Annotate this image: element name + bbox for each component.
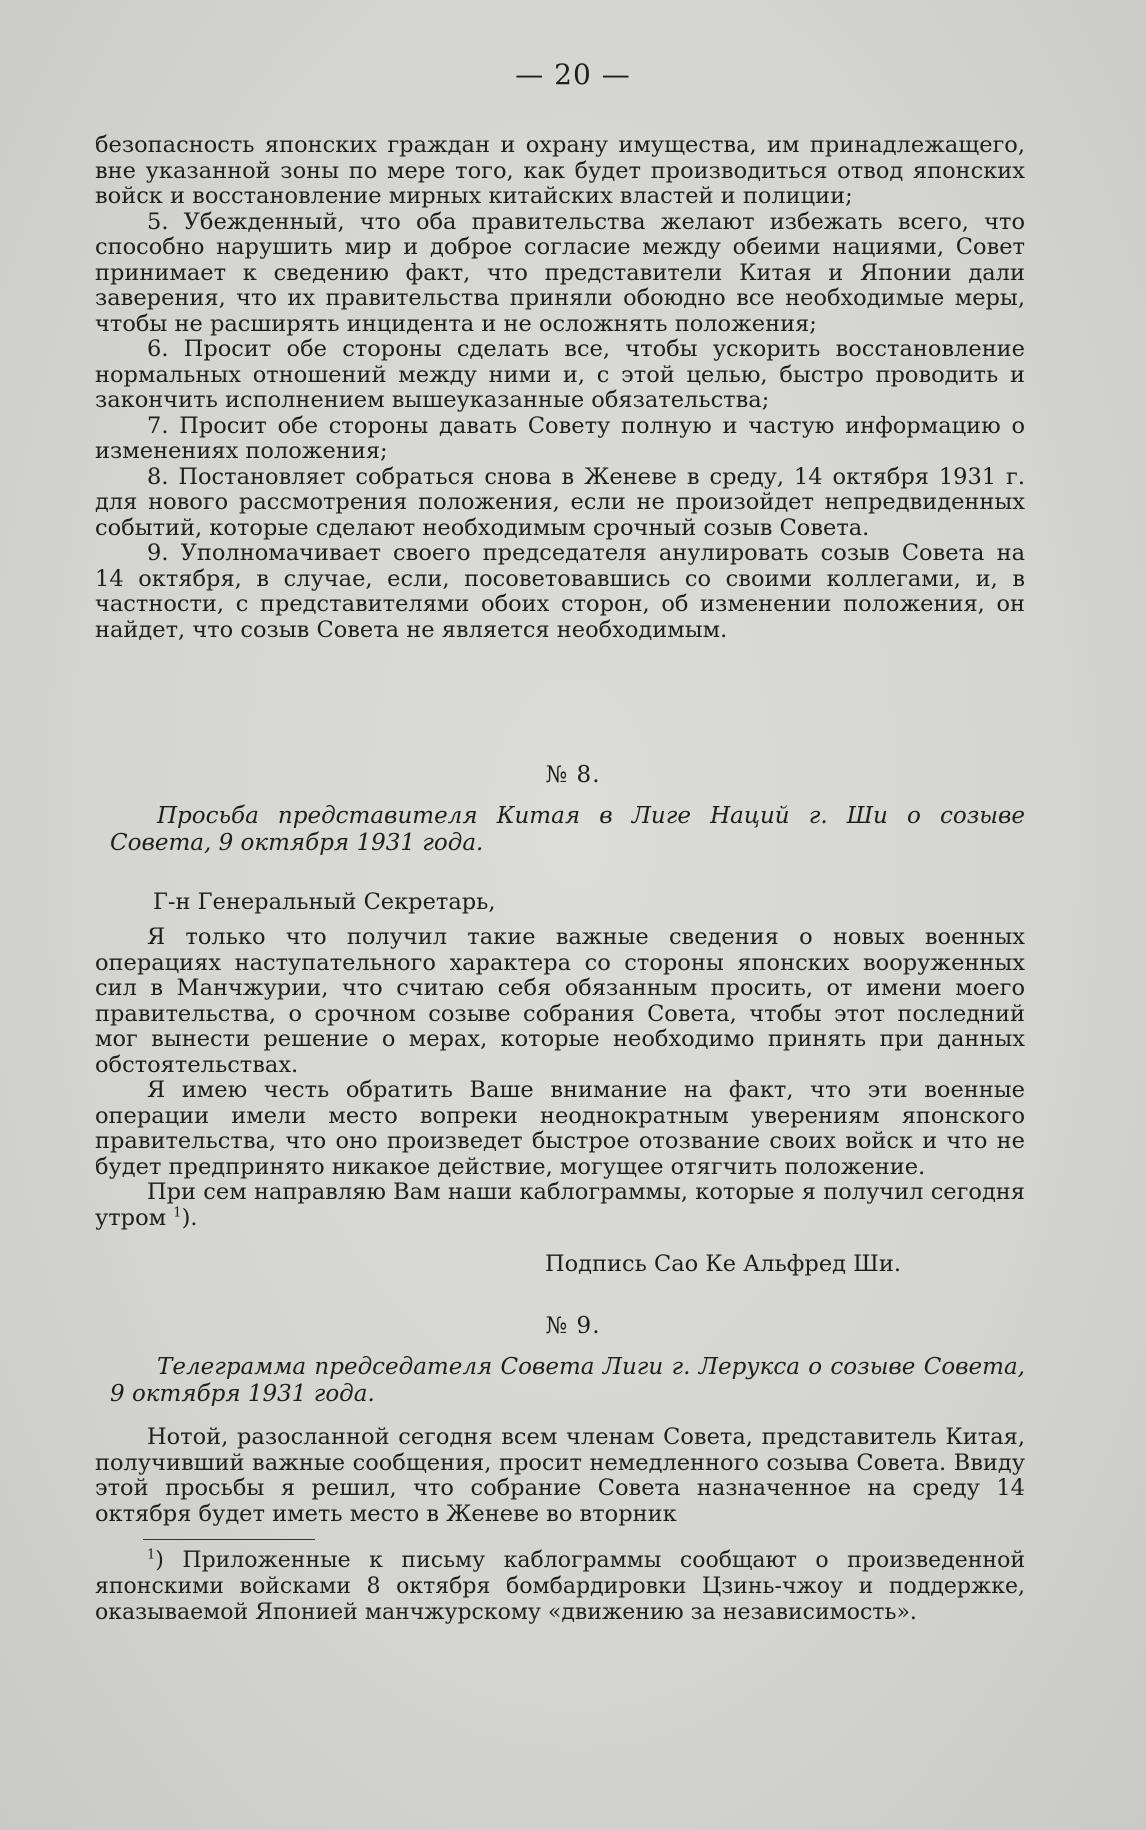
resolution-paragraph-9: 9. Уполномачивает своего председателя анулировать созыв Совета на 14 октября, в случае, если, посоветовавшись со своими коллегами, и, в частности, с представителями обоих сторон, об изменении положения, он найдет, что созыв Совета не является необходимым. <box>95 540 1025 643</box>
salutation: Г-н Генеральный Секретарь, <box>153 889 496 915</box>
document-8-paragraph-2: Я имею честь обратить Ваше внимание на факт, что эти военные операции имели место вопреки неоднократным уверениям японского правительства, что оно произведет быстрое отозвание своих войск и что не будет предпринято никакое действие, могущее отягчить положение. <box>95 1077 1025 1180</box>
page-number: — 20 — <box>515 58 631 91</box>
footnote-reference: 1 <box>173 1205 182 1220</box>
document-9-paragraph-1: Нотой, разосланной сегодня всем членам Совета, представитель Китая, получивший важные сообщения, просит немедленного созыва Совета. Ввиду этой просьбы я решил, что собрание Совета назначенное на среду 14 октября будет иметь место в Женеве во вторник <box>95 1424 1025 1527</box>
resolution-paragraph-4-end: безопасность японских граждан и охрану имущества, им принадлежащего, вне указанной зоны по мере того, как будет производиться отвод японских войск и восстановление мирных китайских властей и полиции; <box>95 132 1025 209</box>
footnote-text: ) Приложенные к письму каблограммы сообщают о произведенной японскими войсками 8 октября бомбардировки Цзинь-чжоу и поддержке, оказываемой Японией манчжурскому «движению за независимость». <box>95 1548 1025 1625</box>
document-8-body <box>95 925 1025 1231</box>
footnote-mark: 1 <box>147 1547 156 1563</box>
footnote <box>95 1548 1025 1626</box>
resolution-paragraph-6: 6. Просит обе стороны сделать все, чтобы ускорить восстановление нормальных отношений между ними и, с этой целью, быстро проводить и закончить исполнением вышеуказанные обязательства; <box>95 336 1025 413</box>
footnote-divider <box>143 1539 315 1540</box>
document-8-number: № 8. <box>545 762 601 788</box>
document-9-title: Телеграмма председателя Совета Лиги г. Лерукса о созыве Совета, 9 октября 1931 года. <box>110 1354 1025 1407</box>
document-8-paragraph-3-text: При сем направляю Вам наши каблограммы, которые я получил сегодня утром <box>95 1179 1025 1231</box>
document-9-body <box>95 1425 1025 1527</box>
document-8-title: Просьба представителя Китая в Лиге Наций г. Ши о созыве Совета, 9 октября 1931 года. <box>110 803 1025 856</box>
document-8-paragraph-3 <box>95 1180 1025 1231</box>
resolution-paragraph-8: 8. Постановляет собраться снова в Женеве в среду, 14 октября 1931 г. для нового рассмотрения положения, если не произойдет непредвиденных событий, которые сделают необходимым срочный созыв Совета. <box>95 463 1025 541</box>
document-8-paragraph-1: Я только что получил такие важные сведения о новых военных операциях наступательного характера со стороны японских вооруженных сил в Манчжурии, что считаю себя обязанным просить, от имени моего правительства, о срочном созыве собрания Совета, чтобы этот последний мог вынести решение о мерах, которые необходимо принять при данных обстоятельствах. <box>95 924 1025 1078</box>
resolution-paragraph-5: 5. Убежденный, что оба правительства желают избежать всего, что способно нарушить мир и доброе согласие между обеими нациями, Совет принимает к сведению факт, что представители Китая и Японии дали заверения, что их правительства приняли обоюдно все необходимые меры, чтобы не расширять инцидента и не осложнять положения; <box>95 208 1025 337</box>
document-9-number: № 9. <box>545 1313 601 1339</box>
document-8-paragraph-3-end: ). <box>181 1204 198 1231</box>
resolution-paragraph-7: 7. Просит обе стороны давать Совету полную и частую информацию о изменениях положения; <box>95 412 1025 464</box>
resolution-continuation <box>95 133 1025 643</box>
signature: Подпись Сао Ке Альфред Ши. <box>545 1251 901 1277</box>
